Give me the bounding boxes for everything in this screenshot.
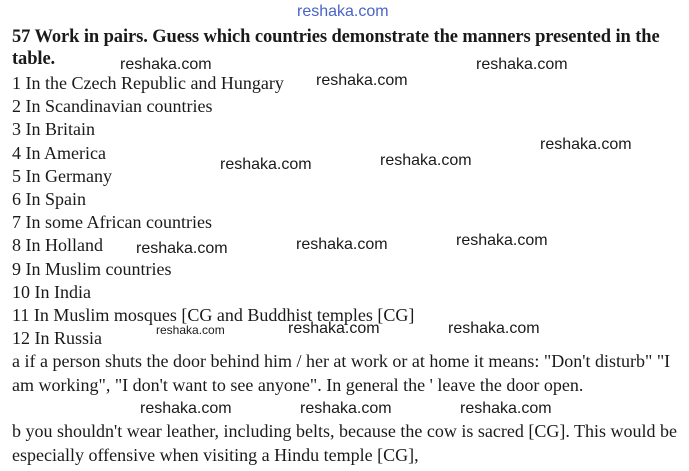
watermark: reshaka.com (456, 232, 548, 249)
watermark-top: reshaka.com (297, 3, 389, 20)
list-item: 6 In Spain (12, 189, 86, 210)
manner-b-text: b you shouldn't wear leather, including belts, because the cow is sacred [CG]. This would be especially offensive when visiting a Hindu temple [CG], (12, 421, 678, 465)
list-item: 4 In America (12, 142, 106, 163)
watermark: reshaka.com (540, 136, 632, 153)
watermark: reshaka.com (288, 320, 380, 337)
list-item: 7 In some African countries (12, 212, 212, 233)
country-list (12, 72, 414, 350)
watermark: reshaka.com (140, 400, 232, 417)
watermark: reshaka.com (136, 240, 228, 257)
watermark: reshaka.com (296, 236, 388, 253)
watermark: reshaka.com (460, 400, 552, 417)
list-item: 11 In Muslim mosques [CG and Buddhist temples [CG] (12, 305, 415, 326)
list-item: 1 In the Czech Republic and Hungary (12, 73, 284, 93)
watermark: reshaka.com (220, 156, 312, 173)
exercise-heading: 57 Work in pairs. Guess which countries demonstrate the manners presented in the table. (12, 27, 660, 69)
watermark: reshaka.com (120, 56, 212, 73)
watermark: reshaka.com (476, 56, 568, 73)
list-item: 3 In Britain (12, 119, 95, 140)
watermark: reshaka.com (316, 72, 408, 89)
list-item: 10 In India (12, 281, 91, 302)
list-item: 9 In Muslim countries (12, 258, 172, 279)
list-item: 8 In Holland (12, 235, 103, 256)
list-item: 5 In Germany (12, 165, 112, 186)
watermark: reshaka.com (156, 323, 225, 337)
manner-a-text: a if a person shuts the door behind him / her at work or at home it means: "Don't disturb" "I am working", "I don't want to see anyone". In general the ' leave the door open. (12, 351, 671, 395)
watermark: reshaka.com (448, 320, 540, 337)
watermark: reshaka.com (300, 400, 392, 417)
list-item: 12 In Russia (12, 328, 102, 349)
list-item: 2 In Scandinavian countries (12, 96, 213, 117)
watermark: reshaka.com (380, 152, 472, 169)
